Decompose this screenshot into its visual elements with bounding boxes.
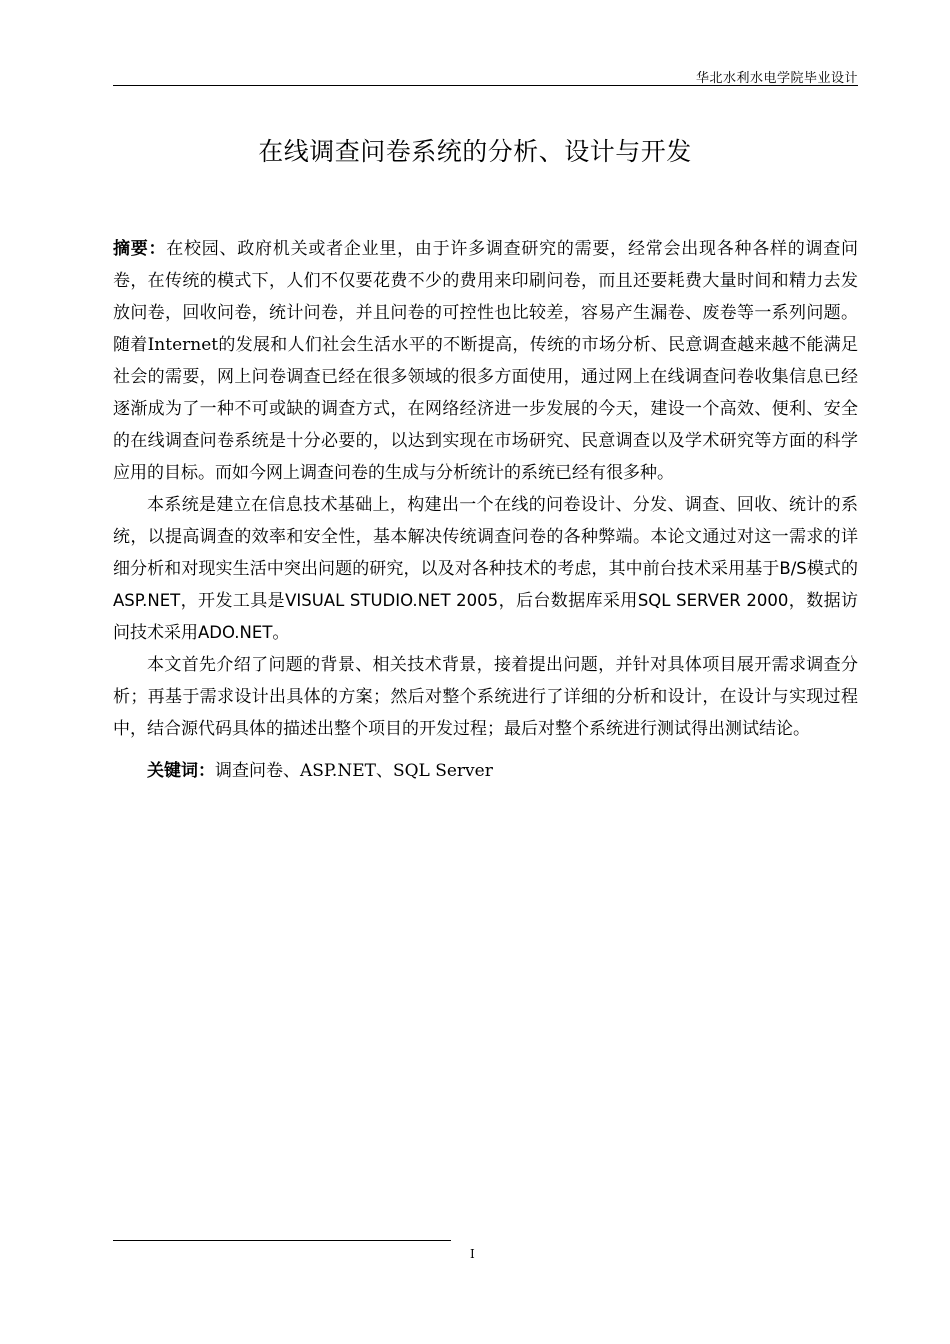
p2-text-d: ，后台数据库采用: [498, 591, 638, 611]
abstract-paragraph-3: 本文首先介绍了问题的背景、相关技术背景，接着提出问题，并针对具体项目展开需求调查分析；再基于需求设计出具体的方案；然后对整个系统进行了详细的分析和设计，在设计与实现过程中，结合源代码具体的描述出整个项目的开发过程；最后对整个系统进行测试得出测试结论。: [113, 655, 858, 739]
p2-sql-term: SQL SERVER 2000: [637, 591, 789, 610]
abstract-body: [113, 233, 858, 787]
p2-text-c: ，开发工具是: [180, 591, 286, 611]
abstract-paragraph-1: [113, 233, 858, 489]
abstract-paragraph-1-text: 在校园、政府机关或者企业里，由于许多调查研究的需要，经常会出现各种各样的调查问卷，在传统的模式下，人们不仅要花费不少的费用来印刷问卷，而且还要耗费大量时间和精力去发放问卷，回收问卷，统计问卷，并且问卷的可控性也比较差，容易产生漏卷、废卷等一系列问题。随着Internet的发展和人们社会生活水平的不断提高，传统的市场分析、民意调查越来越不能满足社会的需要，网上问卷调查已经在很多领域的很多方面使用，通过网上在线调查问卷收集信息已经逐渐成为了一种不可或缺的调查方式，在网络经济进一步发展的今天，建设一个高效、便利、安全的在线调查问卷系统是十分必要的，以达到实现在市场研究、民意调查以及学术研究等方面的科学应用的目标。而如今网上调查问卷的生成与分析统计的系统已经有很多种。: [113, 239, 859, 483]
page-number: I: [470, 1247, 475, 1261]
p2-vs-term: VISUAL STUDIO.NET 2005: [285, 591, 499, 610]
p2-bs-term: B/S: [779, 559, 807, 578]
p2-text-e: ，数据访问技术采用: [113, 591, 859, 643]
p2-ado-term: ADO.NET: [198, 623, 273, 642]
page-title: 在线调查问卷系统的分析、设计与开发: [258, 137, 692, 166]
abstract-label: 摘要：: [113, 239, 167, 259]
running-header: 华北水利水电学院毕业设计: [695, 71, 858, 86]
abstract-paragraph-2: [113, 489, 858, 649]
header-rule: [113, 85, 858, 86]
p2-asp-term: ASP.NET: [113, 591, 181, 610]
p2-text-b: 模式的: [806, 559, 859, 579]
keywords-label: 关键词：: [147, 761, 215, 781]
p2-text-a: 本系统是建立在信息技术基础上，构建出一个在线的问卷设计、分发、调查、回收、统计的系统，以提高调查的效率和安全性，基本解决传统调查问卷的各种弊端。本论文通过对这一需求的详细分析和对现实生活中突出问题的研究，以及对各种技术的考虑，其中前台技术采用基于: [113, 495, 858, 579]
keywords-text: 调查问卷、ASP.NET、SQL Server: [215, 761, 493, 781]
footnote-rule: [113, 1240, 451, 1241]
p2-text-f: 。: [272, 623, 290, 643]
keywords-line: [113, 755, 858, 787]
